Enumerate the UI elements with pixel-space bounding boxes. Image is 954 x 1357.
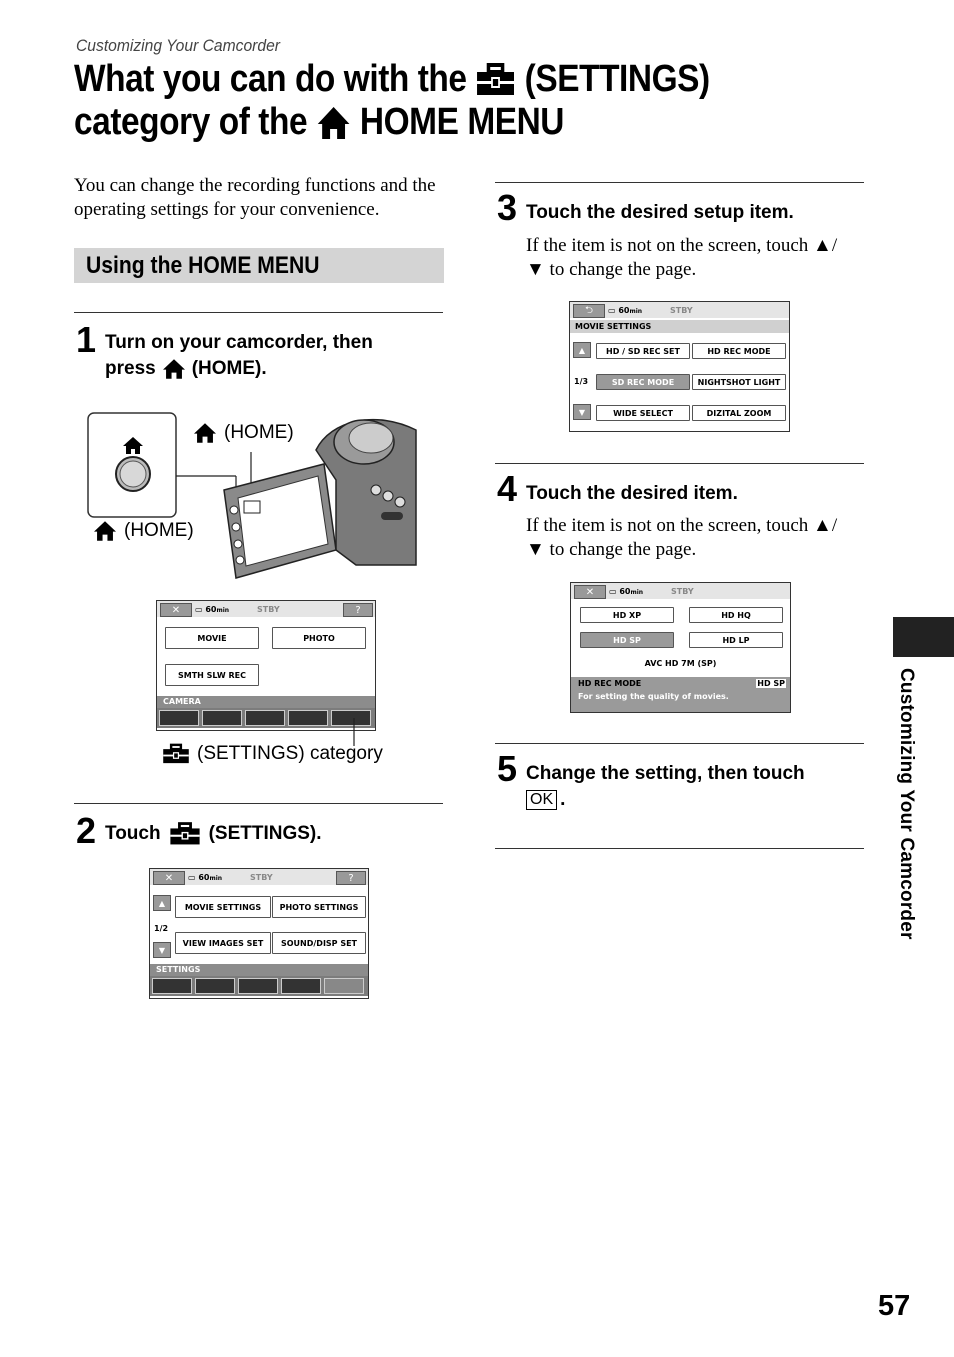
page-number: 57	[878, 1290, 911, 1322]
close-button[interactable]: ✕	[153, 871, 185, 885]
step-4-body-line1: If the item is not on the screen, touch ▲/	[526, 515, 838, 536]
page-down-button[interactable]: ▼	[153, 942, 171, 958]
step-5-line1: Change the setting, then touch	[526, 763, 805, 784]
movie-settings-button[interactable]: MOVIE SETTINGS	[175, 896, 271, 918]
hd-sp-button[interactable]: HD SP	[580, 632, 674, 648]
sound-disp-set-button[interactable]: SOUND/DISP SET	[272, 932, 366, 954]
photo-settings-button[interactable]: PHOTO SETTINGS	[272, 896, 366, 918]
settings-category-caption	[162, 743, 383, 765]
step-1-home: (HOME).	[191, 358, 267, 379]
step-4-heading: Touch the desired item.	[526, 483, 738, 504]
page-down-button[interactable]: ▼	[573, 404, 591, 420]
battery-value: 60	[618, 306, 630, 315]
lcd-screen-rec-mode	[570, 582, 791, 713]
chapter-tab	[893, 617, 954, 657]
hd-lp-button[interactable]: HD LP	[689, 632, 783, 648]
close-button[interactable]: ✕	[160, 603, 192, 617]
battery-indicator: ▭ 60min	[609, 587, 644, 596]
lcd-screen-settings	[149, 868, 369, 999]
toolbox-icon	[475, 63, 515, 97]
home-label-left-text: (HOME)	[124, 520, 194, 541]
status-text: STBY	[670, 306, 693, 315]
view-images-set-button[interactable]: VIEW IMAGES SET	[175, 932, 271, 954]
battery-value: 60	[205, 605, 217, 614]
manage-media-category-tab[interactable]	[281, 978, 321, 994]
divider	[74, 803, 443, 804]
home-label-top	[192, 422, 294, 444]
step-number: 3	[497, 187, 518, 228]
battery-unit: min	[630, 589, 644, 596]
step-1-line1: Turn on your camcorder, then	[105, 332, 373, 353]
home-label-left	[92, 520, 194, 542]
step-number: 1	[76, 319, 97, 360]
movie-button[interactable]: MOVIE	[165, 627, 259, 649]
section-heading-text: Using the HOME MENU	[86, 252, 320, 279]
running-header: Customizing Your Camcorder	[76, 36, 280, 55]
back-button[interactable]: ⮌	[573, 304, 605, 318]
hd-sd-rec-set-button[interactable]: HD / SD REC SET	[596, 343, 690, 359]
title-line1-b: (SETTINGS)	[524, 58, 710, 100]
lcd-screen-movie-settings	[569, 301, 790, 432]
battery-indicator: ▭ 60min	[195, 605, 230, 614]
category-tabs	[157, 708, 375, 728]
hd-hq-button[interactable]: HD HQ	[689, 607, 783, 623]
battery-value: 60	[619, 587, 631, 596]
home-icon	[92, 520, 118, 542]
step-1-press: press	[105, 358, 156, 379]
title-line1-a: What you can do with the	[74, 58, 467, 100]
section-heading	[74, 248, 444, 283]
title-line2-b: HOME MENU	[359, 101, 565, 143]
divider	[495, 848, 864, 849]
category-tabs	[150, 976, 368, 996]
divider	[495, 463, 864, 464]
battery-unit: min	[209, 875, 223, 882]
digital-zoom-button[interactable]: DIZITAL ZOOM	[692, 405, 786, 421]
step-5-heading	[526, 761, 866, 813]
step-number: 4	[497, 468, 518, 509]
page-up-button[interactable]: ▲	[153, 895, 171, 911]
divider	[495, 182, 864, 183]
view-images-category-tab[interactable]	[202, 710, 242, 726]
screen-header: MOVIE SETTINGS	[575, 322, 652, 331]
step-3-body-line2: ▼ to change the page.	[526, 259, 697, 280]
page-title	[74, 58, 743, 144]
status-text: STBY	[257, 605, 280, 614]
step-2-settings: (SETTINGS).	[208, 823, 322, 844]
category-label: SETTINGS	[150, 964, 368, 976]
step-4-body-line2: ▼ to change the page.	[526, 539, 697, 560]
other-category-tab[interactable]	[245, 710, 285, 726]
nightshot-light-button[interactable]: NIGHTSHOT LIGHT	[692, 374, 786, 390]
step-1-heading	[105, 330, 445, 382]
rec-mode-icon: HD SP	[757, 679, 785, 688]
settings-category-caption-text: (SETTINGS) category	[197, 743, 383, 764]
step-number: 2	[76, 810, 97, 851]
period: .	[560, 789, 566, 810]
manage-media-category-tab[interactable]	[288, 710, 328, 726]
help-button[interactable]: ?	[343, 603, 373, 617]
home-label-top-text: (HOME)	[224, 422, 294, 443]
step-3-heading: Touch the desired setup item.	[526, 202, 794, 223]
divider	[74, 312, 443, 313]
category-label: CAMERA	[157, 696, 375, 708]
view-images-category-tab[interactable]	[195, 978, 235, 994]
page-indicator: 1/3	[574, 377, 589, 386]
step-2-heading	[105, 821, 322, 847]
page-indicator: 1/2	[154, 924, 169, 933]
status-text: STBY	[250, 873, 273, 882]
other-category-tab[interactable]	[238, 978, 278, 994]
step-2-touch: Touch	[105, 823, 161, 844]
help-button[interactable]: ?	[336, 871, 366, 885]
home-icon	[316, 105, 351, 141]
help-text: For setting the quality of movies.	[578, 692, 729, 701]
hd-rec-mode-button[interactable]: HD REC MODE	[692, 343, 786, 359]
battery-indicator: ▭ 60min	[608, 306, 643, 315]
status-text: STBY	[671, 587, 694, 596]
title-line2-a: category of the	[74, 101, 308, 143]
ok-button: OK	[526, 790, 557, 810]
intro-paragraph: You can change the recording functions and the operating settings for your convenience.	[74, 175, 436, 220]
close-button[interactable]: ✕	[574, 585, 606, 599]
step-3-body-line1: If the item is not on the screen, touch ▲/	[526, 235, 838, 256]
rec-mode-label: HD REC MODE	[578, 679, 642, 688]
divider	[495, 743, 864, 744]
smooth-slow-rec-button[interactable]: SMTH SLW REC	[165, 664, 259, 686]
wide-select-button[interactable]: WIDE SELECT	[596, 405, 690, 421]
home-icon	[192, 422, 218, 444]
battery-indicator: ▭ 60min	[188, 873, 223, 882]
lcd-screen-home-menu	[156, 600, 376, 731]
battery-value: 60	[198, 873, 210, 882]
battery-unit: min	[629, 308, 643, 315]
photo-button[interactable]: PHOTO	[272, 627, 366, 649]
camera-category-tab[interactable]	[152, 978, 192, 994]
settings-category-tab[interactable]	[324, 978, 364, 994]
mode-info: AVC HD 7M (SP)	[644, 659, 717, 668]
home-icon	[161, 358, 187, 380]
toolbox-icon	[169, 822, 201, 846]
hd-xp-button[interactable]: HD XP	[580, 607, 674, 623]
step-3-body	[526, 234, 871, 282]
camcorder-figure	[86, 410, 421, 585]
sd-rec-mode-button[interactable]: SD REC MODE	[596, 374, 690, 390]
battery-unit: min	[216, 607, 230, 614]
page-up-button[interactable]: ▲	[573, 342, 591, 358]
camera-category-tab[interactable]	[159, 710, 199, 726]
chapter-label	[895, 668, 919, 940]
toolbox-icon	[162, 743, 190, 765]
step-4-body	[526, 514, 871, 562]
chapter-label-text: Customizing Your Camcorder	[896, 668, 917, 940]
step-number: 5	[497, 748, 518, 789]
